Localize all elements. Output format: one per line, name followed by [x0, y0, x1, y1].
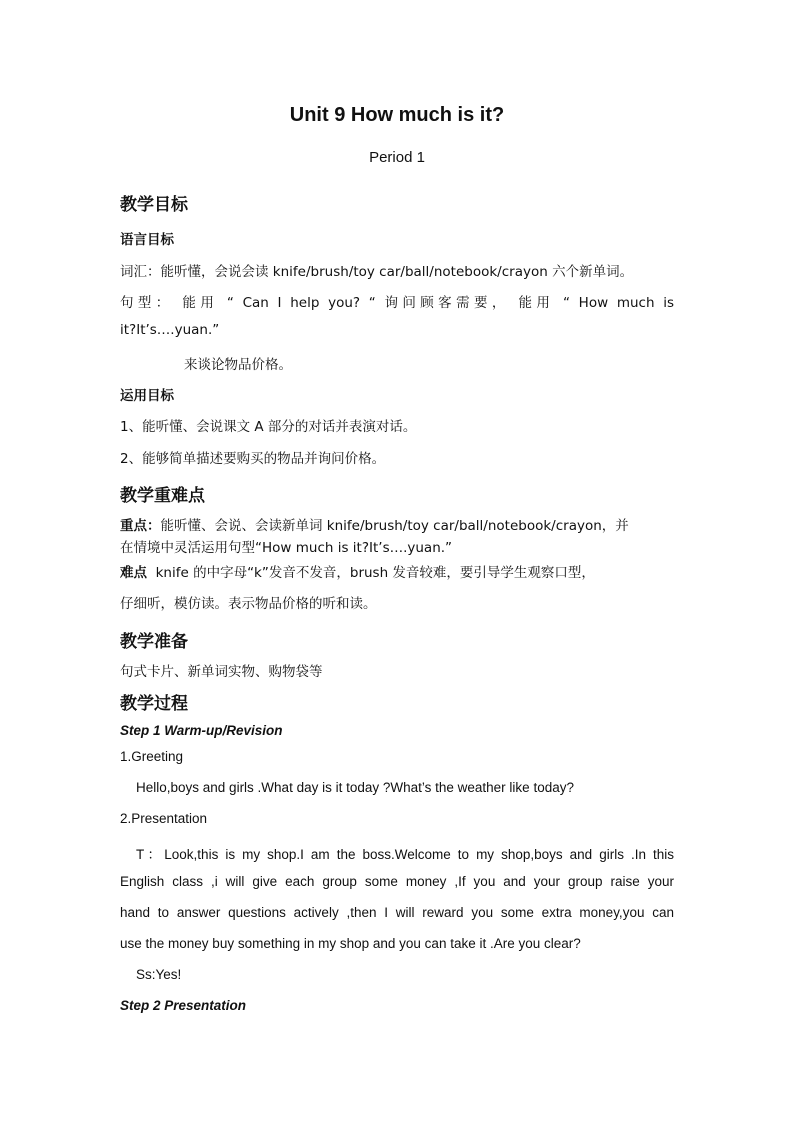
difficulty-line-2: 仔细听，模仿读。表示物品价格的听和读。 [120, 596, 377, 612]
step-2-heading: Step 2 Presentation [120, 998, 247, 1013]
sentence-pattern-line-3: 来谈论物品价格。 [184, 357, 292, 373]
focus-line-1 [120, 514, 629, 534]
presentation-label: 2.Presentation [120, 811, 208, 826]
usage-objectives-heading: 运用目标 [120, 388, 174, 404]
focus-text-1: 能听懂、会说、会读新单词 knife/brush/toy car/ball/notebook/crayon，并 [160, 518, 629, 534]
presentation-line-3: hand to answer questions actively ,then I will reward you some extra money,you can [120, 905, 674, 920]
students-reply: Ss:Yes! [136, 967, 182, 982]
vocabulary-line: 词汇：能听懂，会说会读 knife/brush/toy car/ball/notebook/crayon 六个新单词。 [120, 264, 634, 280]
usage-objective-1: 1、能听懂、会说课文 A 部分的对话并表演对话。 [120, 419, 417, 435]
focus-label: 重点： [120, 518, 161, 534]
greeting-label: 1.Greeting [120, 749, 184, 764]
document-title: Unit 9 How much is it? [289, 104, 505, 126]
presentation-line-4: use the money buy something in my shop and you can take it .Are you clear? [120, 936, 581, 951]
usage-objective-2: 2、能够简单描述要购买的物品并询问价格。 [120, 451, 386, 467]
presentation-line-2: English class ,i will give each group some money ,If you and your group raise your [120, 874, 674, 889]
preparation-text: 句式卡片、新单词实物、购物袋等 [120, 664, 323, 680]
language-objectives-heading: 语言目标 [120, 232, 174, 248]
focus-line-2: 在情境中灵活运用句型“How much is it?It’s….yuan.” [120, 540, 453, 556]
difficulty-line-1 [120, 561, 595, 581]
difficulty-label: 难点 [120, 565, 147, 581]
greeting-text: Hello,boys and girls .What day is it today ?What’s the weather like today? [136, 780, 574, 795]
objectives-heading: 教学目标 [120, 195, 188, 215]
sentence-pattern-line-1: 句型： 能用 “ Can I help you? “ 询问顾客需要， 能用 “ How much is [120, 295, 674, 311]
step-1-heading: Step 1 Warm-up/Revision [120, 723, 283, 738]
process-heading: 教学过程 [120, 694, 188, 714]
preparation-heading: 教学准备 [120, 632, 188, 652]
difficulty-text-1: knife 的中字母“k”发音不发音，brush 发音较难，要引导学生观察口型， [155, 565, 595, 581]
key-points-heading: 教学重难点 [120, 486, 205, 506]
document-subtitle: Period 1 [369, 149, 425, 166]
presentation-line-1: T：Look,this is my shop.I am the boss.Welcome to my shop,boys and girls .In this [136, 847, 674, 862]
sentence-pattern-line-2: it?It’s….yuan.” [120, 322, 220, 338]
